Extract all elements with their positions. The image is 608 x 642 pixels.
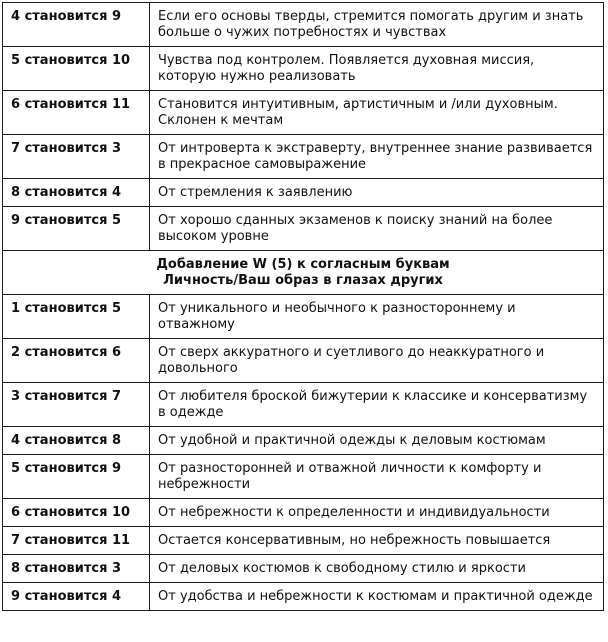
description-cell: Чувства под контролем. Появляется духовная миссия, которую нужно реализовать: [150, 47, 604, 91]
change-cell: 4 становится 9: [3, 3, 150, 47]
table-row: [3, 527, 604, 555]
description-cell: От интроверта к экстраверту, внутреннее знание развивается в прекрасное самовыражение: [150, 135, 604, 179]
table-row: [3, 179, 604, 207]
change-cell: 6 становится 11: [3, 91, 150, 135]
change-cell: 7 становится 3: [3, 135, 150, 179]
change-cell: 8 становится 3: [3, 555, 150, 583]
description-cell: Становится интуитивным, артистичным и /или духовным. Склонен к мечтам: [150, 91, 604, 135]
section-title: Добавление W (5) к согласным буквам: [156, 257, 450, 272]
table-row: [3, 499, 604, 527]
change-cell: 4 становится 8: [3, 427, 150, 455]
change-cell: 9 становится 4: [3, 583, 150, 611]
description-cell: От деловых костюмов к свободному стилю и яркости: [150, 555, 604, 583]
table-row: [3, 455, 604, 499]
description-cell: От любителя броской бижутерии к классике и консерватизму в одежде: [150, 383, 604, 427]
number-change-table: [2, 2, 604, 611]
description-cell: От небрежности к определенности и индивидуальности: [150, 499, 604, 527]
change-cell: 3 становится 7: [3, 383, 150, 427]
description-cell: Остается консервативным, но небрежность повышается: [150, 527, 604, 555]
change-cell: 8 становится 4: [3, 179, 150, 207]
table-row: [3, 3, 604, 47]
description-cell: От стремления к заявлению: [150, 179, 604, 207]
section-header-row: [3, 251, 604, 295]
change-cell: 9 становится 5: [3, 207, 150, 251]
table-row: [3, 339, 604, 383]
table-row: [3, 555, 604, 583]
table-row: [3, 91, 604, 135]
description-cell: От разносторонней и отважной личности к комфорту и небрежности: [150, 455, 604, 499]
table-row: [3, 583, 604, 611]
change-cell: 2 становится 6: [3, 339, 150, 383]
table-row: [3, 47, 604, 91]
section-header-cell: [3, 251, 604, 295]
table-body-top: [3, 3, 604, 611]
description-cell: От сверх аккуратного и суетливого до неаккуратного и довольного: [150, 339, 604, 383]
change-cell: 6 становится 10: [3, 499, 150, 527]
change-cell: 1 становится 5: [3, 295, 150, 339]
description-cell: Если его основы тверды, стремится помогать другим и знать больше о чужих потребностях и чувствах: [150, 3, 604, 47]
section-subtitle: Личность/Ваш образ в глазах других: [163, 273, 443, 288]
description-cell: От удобства и небрежности к костюмам и практичной одежде: [150, 583, 604, 611]
table-row: [3, 207, 604, 251]
change-cell: 7 становится 11: [3, 527, 150, 555]
description-cell: От уникального и необычного к разностороннему и отважному: [150, 295, 604, 339]
table-row: [3, 135, 604, 179]
description-cell: От хорошо сданных экзаменов к поиску знаний на более высоком уровне: [150, 207, 604, 251]
table-row: [3, 295, 604, 339]
change-cell: 5 становится 9: [3, 455, 150, 499]
table-row: [3, 383, 604, 427]
description-cell: От удобной и практичной одежды к деловым костюмам: [150, 427, 604, 455]
table-row: [3, 427, 604, 455]
change-cell: 5 становится 10: [3, 47, 150, 91]
